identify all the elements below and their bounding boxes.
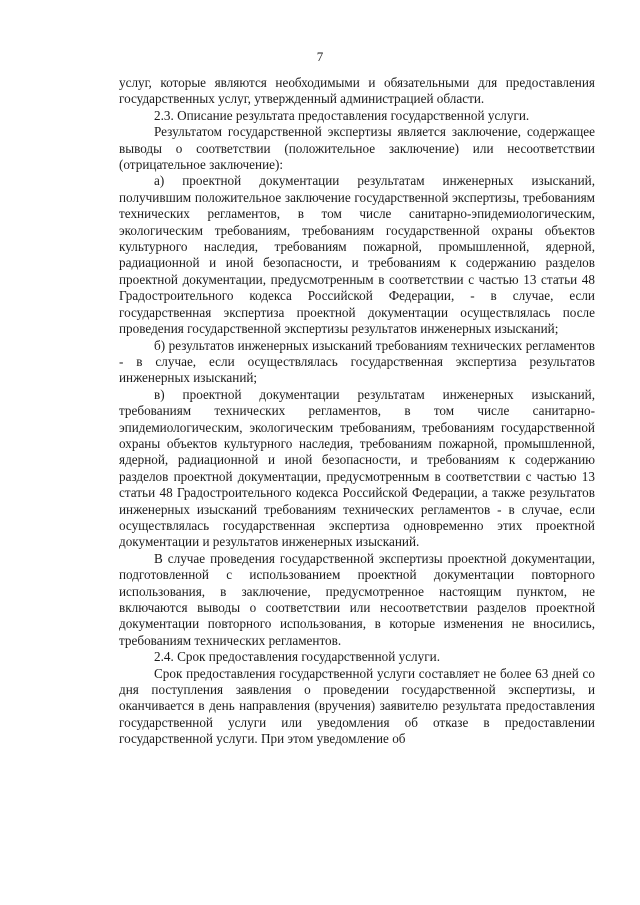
result-intro-paragraph: Результатом государственной экспертизы является заключение, содержащее выводы о соответствии (положительное заключение) или несоответствии (отрицательное заключение): xyxy=(119,124,595,173)
page-number: 7 xyxy=(316,49,324,64)
document-body xyxy=(119,75,595,748)
reuse-documentation-paragraph: В случае проведения государственной экспертизы проектной документации, подготовленной с использованием проектной документации повторного использования, в заключение, предусмотренное настоящим пунктом, не включаются выводы о соответствии или несоответствии разделов проектной документации повторного использования, в которые изменения не вносились, требованиям технических регламентов. xyxy=(119,550,595,648)
continuation-paragraph: услуг, которые являются необходимыми и обязательными для предоставления государственных услуг, утвержденный администрацией области. xyxy=(119,75,595,107)
list-item-b: б) результатов инженерных изысканий требованиям технических регламентов - в случае, если осуществлялась государственная экспертиза результатов инженерных изысканий; xyxy=(119,337,595,386)
list-item-v: в) проектной документации результатам инженерных изысканий, требованиям технических регламентов, в том числе санитарно-эпидемиологическим, экологическим требованиям, требованиям государственной охраны объектов культурного наследия, требованиям пожарной, промышленной, ядерной, радиационной и иной безопасности, и требованиям к содержанию разделов проектной документации, предусмотренным в соответствии с частью 13 статьи 48 Градостроительного кодекса Российской Федерации, а также результатов инженерных изысканий требованиям технических регламентов - в случае, если осуществлялась государственная экспертиза одновременно этих проектной документации и результатов инженерных изысканий. xyxy=(119,386,595,550)
section-heading-2-3: 2.3. Описание результата предоставления государственной услуги. xyxy=(154,107,530,123)
list-item-a: а) проектной документации результатам инженерных изысканий, получившим положительное заключение государственной экспертизы, требованиям технических регламентов, в том числе санитарно-эпидемиологическим, экологическим требованиям, требованиям государственной охраны объектов культурного наследия, требованиям пожарной, промышленной, ядерной, радиационной и иной безопасности, и требованиям к содержанию разделов проектной документации, предусмотренным в соответствии с частью 13 статьи 48 Градостроительного кодекса Российской Федерации, - в случае, если государственная экспертиза проектной документации осуществлялась после проведения государственной экспертизы результатов инженерных изысканий; xyxy=(119,173,595,337)
term-paragraph: Срок предоставления государственной услуги составляет не более 63 дней со дня поступления заявления о проведении государственной экспертизы, и оканчивается в день направления (вручения) заявителю результата предоставления государственной услуги или уведомления об отказе в предоставлении государственной услуги. При этом уведомление об xyxy=(119,665,595,747)
section-heading-2-4: 2.4. Срок предоставления государственной услуги. xyxy=(154,649,440,665)
